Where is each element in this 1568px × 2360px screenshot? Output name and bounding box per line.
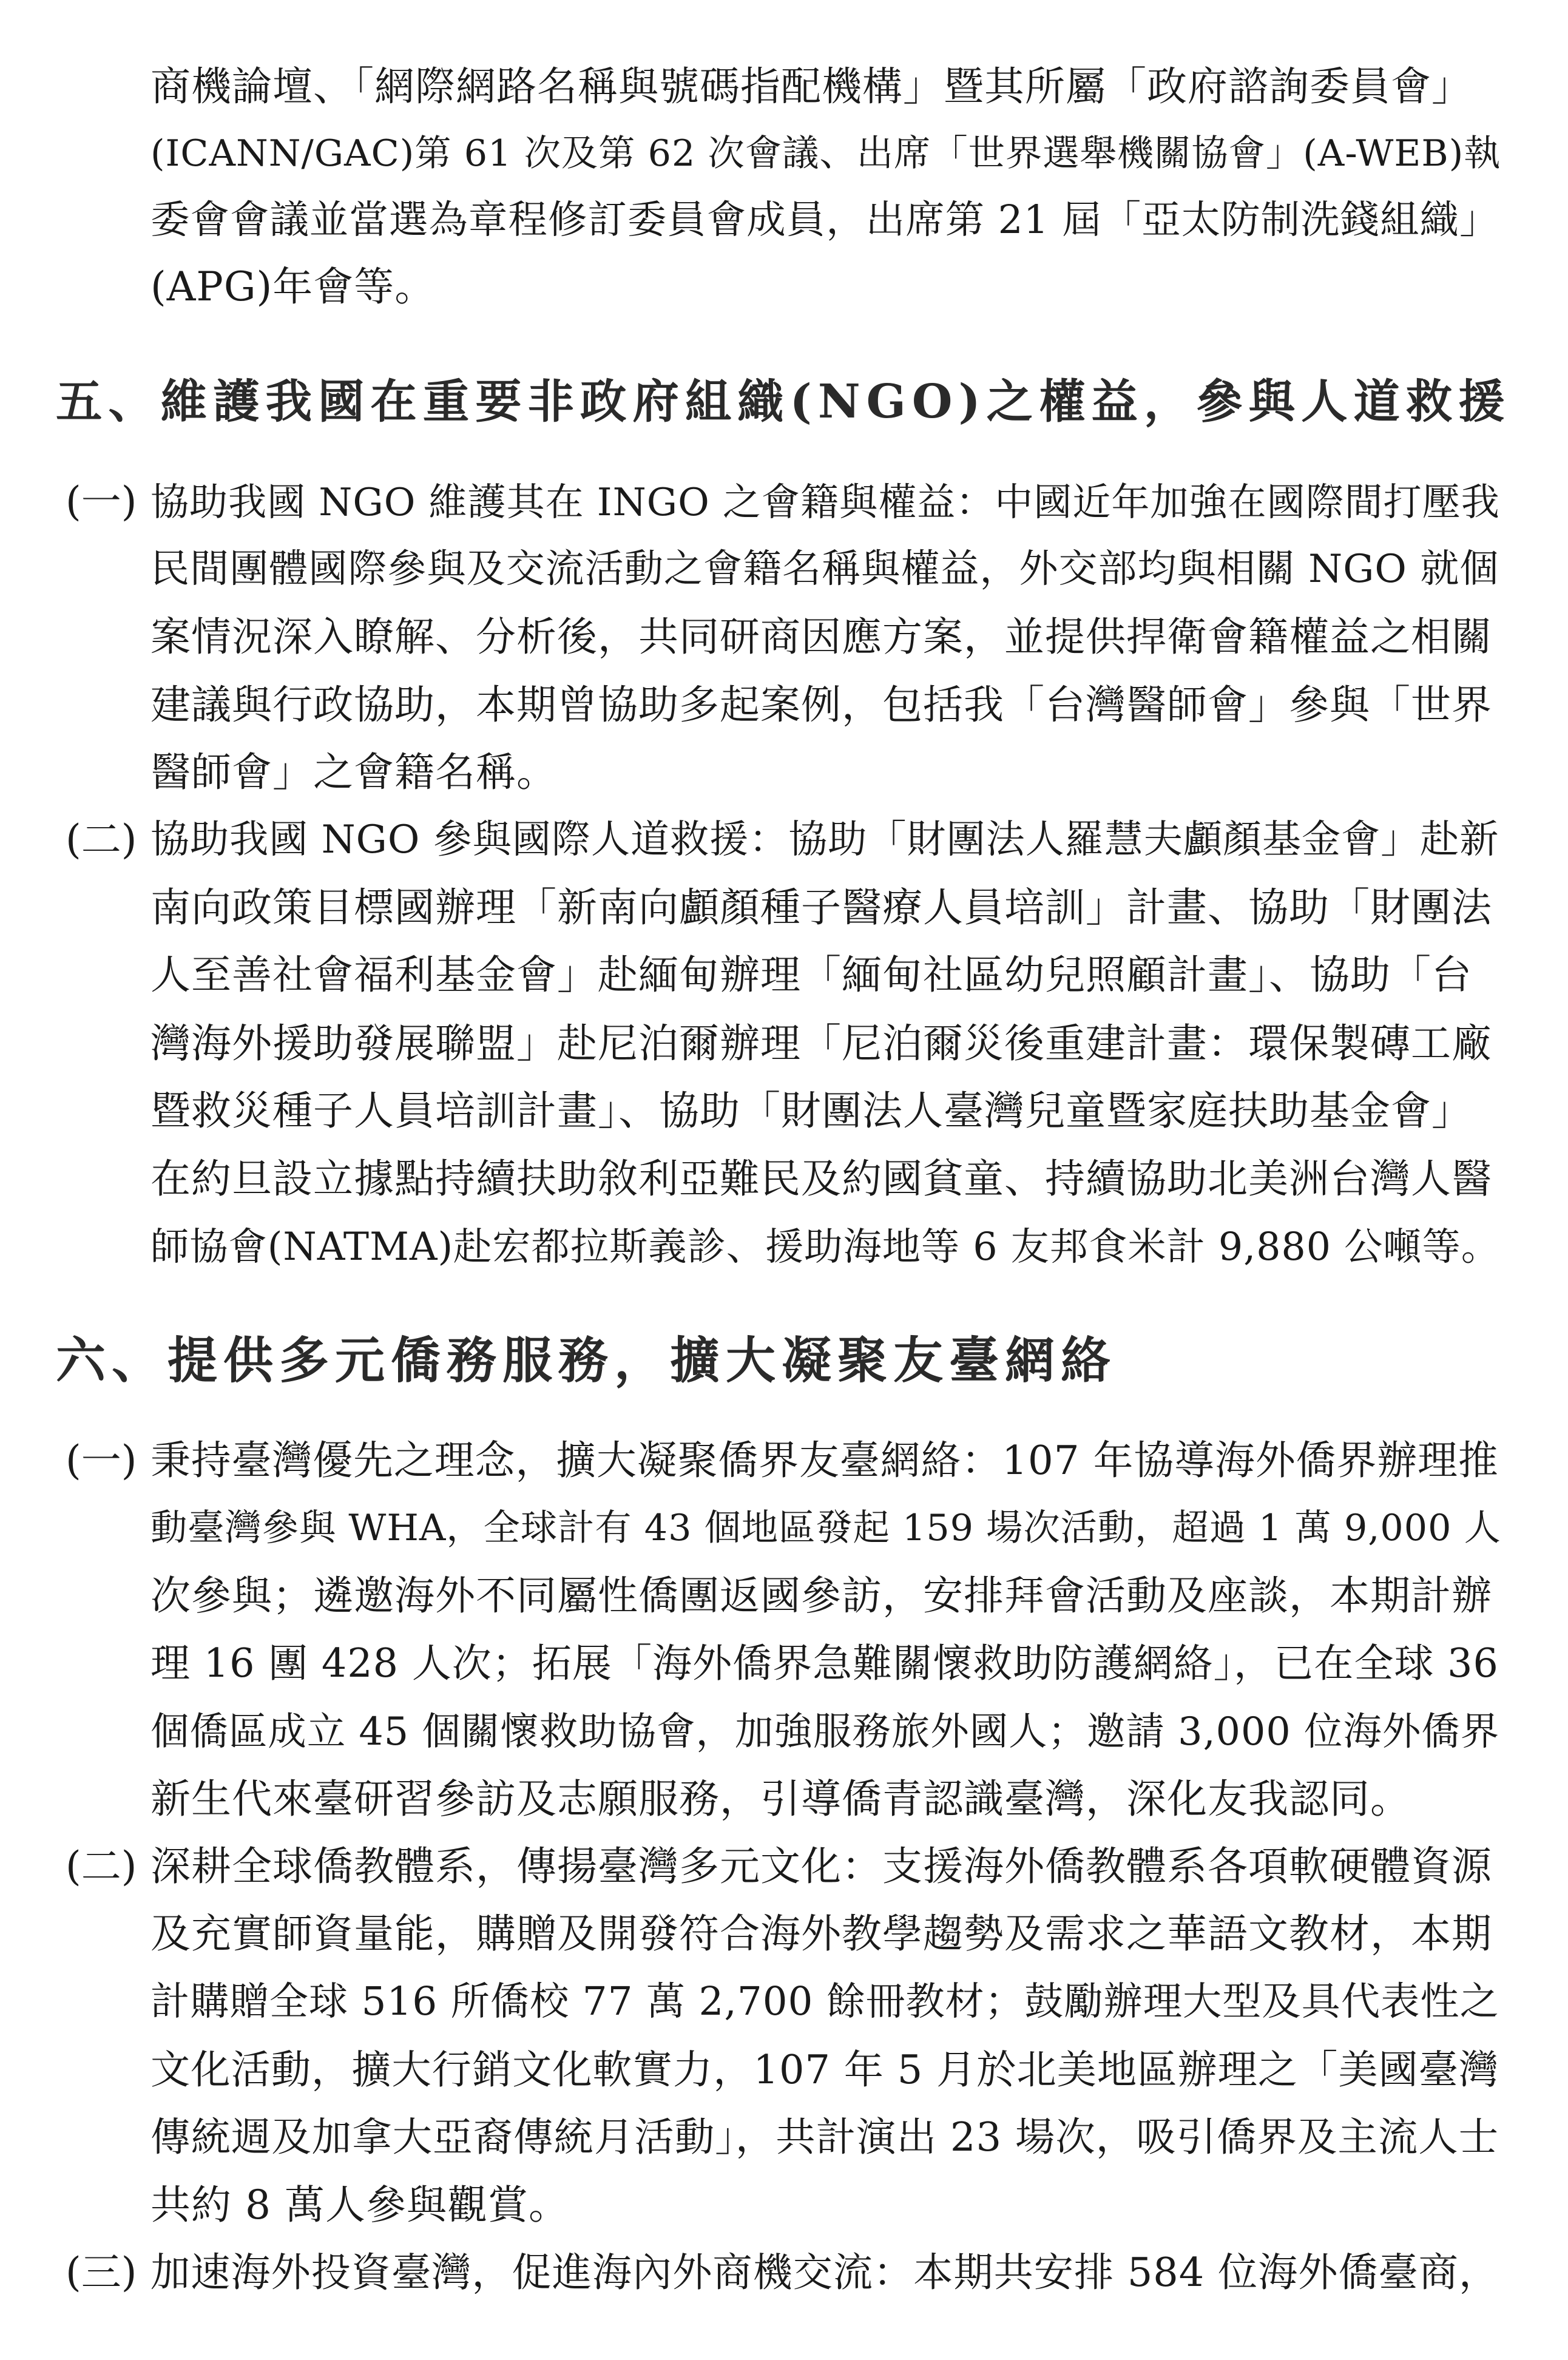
section-heading-5: 五、維護我國在重要非政府組織(NGO)之權益，參與人道救援	[56, 374, 1511, 429]
item-line: 深耕全球僑教體系，傳揚臺灣多元文化：支援海外僑教體系各項軟硬體資源	[150, 1843, 1492, 1890]
item-line: 計購贈全球 516 所僑校 77 萬 2,700 餘冊教材；鼓勵辦理大型及具代表性之	[150, 1979, 1499, 2024]
item-marker: (三)	[66, 2249, 137, 2296]
item-line: 灣海外援助發展聯盟」赴尼泊爾辦理「尼泊爾災後重建計畫：環保製磚工廠	[150, 1020, 1492, 1067]
item-line: 協助我國 NGO 參與國際人道救援：協助「財團法人羅慧夫顱顏基金會」赴新	[150, 817, 1499, 862]
item-line: 及充實師資量能，購贈及開發符合海外教學趨勢及需求之華語文教材，本期	[150, 1910, 1492, 1957]
item-line: 新生代來臺研習參訪及志願服務，引導僑青認識臺灣，深化友我認同。	[150, 1776, 1411, 1822]
intro-line: (APG)年會等。	[150, 263, 436, 310]
item-line: 案情況深入瞭解、分析後，共同研商因應方案，並提供捍衛會籍權益之相關	[150, 614, 1492, 660]
item-line: 傳統週及加拿大亞裔傳統月活動」，共計演出 23 場次，吸引僑界及主流人士	[150, 2114, 1499, 2160]
item-line: 共約 8 萬人參與觀賞。	[150, 2182, 569, 2228]
item-line: 醫師會」之會籍名稱。	[150, 749, 557, 796]
item-line: 動臺灣參與 WHA，全球計有 43 個地區發起 159 場次活動，超過 1 萬 9,000 人	[150, 1507, 1501, 1549]
intro-line: 商機論壇、「網際網路名稱與號碼指配機構」暨其所屬「政府諮詢委員會」	[150, 63, 1472, 110]
item-line: 暨救災種子人員培訓計畫」、協助「財團法人臺灣兒童暨家庭扶助基金會」	[150, 1087, 1472, 1134]
item-line: 民間團體國際參與及交流活動之會籍名稱與權益，外交部均與相關 NGO 就個	[150, 547, 1499, 592]
item-line: 個僑區成立 45 個關懷救助協會，加強服務旅外國人；邀請 3,000 位海外僑界	[150, 1709, 1500, 1754]
item-line: 南向政策目標國辦理「新南向顱顏種子醫療人員培訓」計畫、協助「財團法	[150, 884, 1492, 931]
item-line: 建議與行政協助，本期曾協助多起案例，包括我「台灣醫師會」參與「世界	[150, 681, 1492, 728]
item-line: 秉持臺灣優先之理念，擴大凝聚僑界友臺網絡：107 年協導海外僑界辦理推	[150, 1437, 1499, 1484]
item-marker: (一)	[66, 478, 137, 525]
item-marker: (一)	[66, 1437, 137, 1484]
item-line: 次參與；遴邀海外不同屬性僑團返國參訪，安排拜會活動及座談，本期計辦	[150, 1572, 1492, 1619]
item-marker: (二)	[66, 1843, 137, 1890]
item-line: 文化活動，擴大行銷文化軟實力，107 年 5 月於北美地區辦理之「美國臺灣	[150, 2047, 1499, 2093]
item-line: 在約旦設立據點持續扶助敘利亞難民及約國貧童、持續協助北美洲台灣人醫	[150, 1155, 1492, 1202]
intro-line: (ICANN/GAC)第 61 次及第 62 次會議、出席「世界選舉機關協會」(A-WEB)執	[150, 132, 1501, 175]
item-marker: (二)	[66, 816, 137, 863]
item-line: 協助我國 NGO 維護其在 INGO 之會籍與權益：中國近年加強在國際間打壓我	[150, 479, 1500, 524]
item-line: 師協會(NATMA)赴宏都拉斯義診、援助海地等 6 友邦食米計 9,880 公噸等。	[150, 1224, 1500, 1269]
item-line: 理 16 團 428 人次；拓展「海外僑界急難關懷救助防護網絡」，已在全球 36	[150, 1641, 1499, 1686]
item-line: 加速海外投資臺灣，促進海內外商機交流：本期共安排 584 位海外僑臺商，	[150, 2250, 1499, 2296]
section-heading-6: 六、提供多元僑務服務，擴大凝聚友臺網絡	[56, 1331, 1117, 1390]
item-line: 人至善社會福利基金會」赴緬甸辦理「緬甸社區幼兒照顧計畫」、協助「台	[150, 952, 1472, 998]
intro-line: 委會會議並當選為章程修訂委員會成員，出席第 21 屆「亞太防制洗錢組織」	[150, 197, 1499, 243]
